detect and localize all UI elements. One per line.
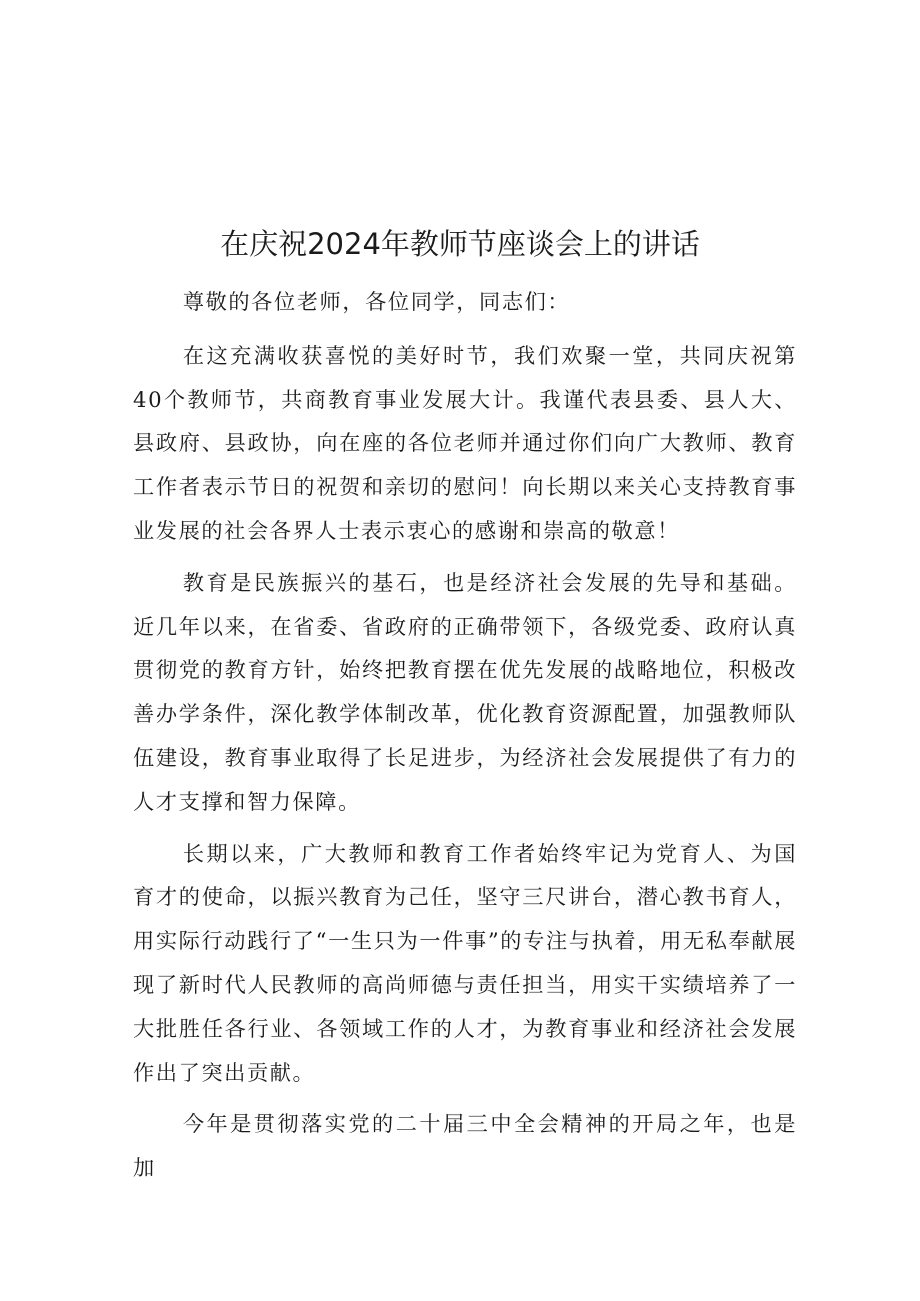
paragraph-2: 教育是民族振兴的基石，也是经济社会发展的先导和基础。近几年以来，在省委、省政府的正确带领下，各级党委、政府认真贯彻党的教育方针，始终把教育摆在优先发展的战略地位，积极改善办学条件，深化教学体制改革，优化教育资源配置，加强教师队伍建设，教育事业取得了长足进步，为经济社会发展提供了有力的人才支撑和智力保障。 bbox=[133, 569, 797, 814]
paragraph-1: 在这充满收获喜悦的美好时节，我们欢聚一堂，共同庆祝第40个教师节，共商教育事业发展大计。我谨代表县委、县人大、县政府、县政协，向在座的各位老师并通过你们向广大教师、教育工作者表示节日的祝贺和亲切的慰问！向长期以来关心支持教育事业发展的社会各界人士表示衷心的感谢和崇高的敬意！ bbox=[133, 342, 797, 543]
paragraph-4: 今年是贯彻落实党的二十届三中全会精神的开局之年，也是加 bbox=[133, 1111, 797, 1181]
paragraph-3: 长期以来，广大教师和教育工作者始终牢记为党育人、为国育才的使命，以振兴教育为己任，坚守三尺讲台，潜心教书育人，用实际行动践行了“一生只为一件事”的专注与执着，用无私奉献展现了新时代人民教师的高尚师德与责任担当，用实干实绩培养了一大批胜任各行业、各领域工作的人才，为教育事业和经济社会发展作出了突出贡献。 bbox=[133, 840, 797, 1085]
paragraph-greeting: 尊敬的各位老师，各位同学，同志们： bbox=[182, 289, 571, 314]
document-title: 在庆祝2024年教师节座谈会上的讲话 bbox=[220, 227, 700, 261]
document-body bbox=[133, 280, 797, 1198]
